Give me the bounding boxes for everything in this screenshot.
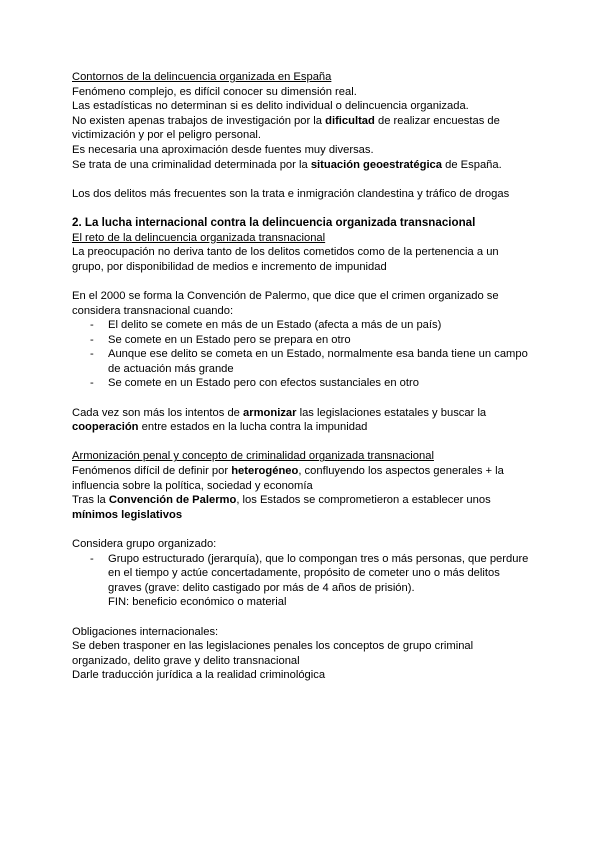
text: de España.	[442, 158, 502, 171]
paragraph: Considera grupo organizado:	[72, 538, 217, 550]
text: , los Estados se comprometieron a establecer unos	[236, 494, 491, 507]
paragraph: Obligaciones internacionales:	[72, 625, 219, 638]
list-item: - Se comete en un Estado pero con efectos sustanciales en otro	[72, 376, 532, 391]
paragraph	[72, 114, 532, 143]
paragraph: En el 2000 se forma la Convención de Palermo, que dice que el crimen organizado se considera transnacional cuando:	[72, 289, 499, 317]
text: entre estados en la lucha contra la impunidad	[138, 421, 368, 434]
paragraph: Es necesaria una aproximación desde fuentes muy diversas.	[72, 143, 374, 156]
criteria-list	[72, 318, 532, 391]
text: Fenómenos difícil de definir por	[72, 465, 232, 478]
bold-text: heterogéneo	[231, 465, 299, 478]
text: Tras la	[72, 494, 109, 507]
subsection-title-reto: El reto de la delincuencia organizada transnacional	[72, 231, 326, 244]
paragraph	[72, 464, 532, 493]
paragraph: Se deben trasponer en las legislaciones penales los conceptos de grupo criminal organizado, delito grave y delito transnacional	[72, 640, 474, 667]
section-title-contornos: Contornos de la delincuencia organizada en España	[72, 71, 332, 83]
text: Se trata de una criminalidad determinada por la	[72, 158, 311, 171]
paragraph: Darle traducción jurídica a la realidad criminológica	[72, 669, 326, 682]
paragraph	[72, 158, 532, 173]
bold-text: armonizar	[243, 406, 297, 419]
text: las legislaciones estatales y buscar la	[296, 406, 487, 419]
list-item: - El delito se comete en más de un Estado (afecta a más de un país)	[72, 318, 532, 333]
bold-text: Convención de Palermo	[108, 494, 237, 507]
paragraph: Las estadísticas no determinan si es delito individual o delincuencia organizada.	[72, 100, 469, 113]
paragraph	[72, 406, 532, 435]
text: , confluyendo los aspectos generales + la influencia sobre la política, sociedad y economía	[72, 465, 504, 492]
indented-paragraph: FIN: beneficio económico o material	[108, 596, 287, 609]
paragraph	[72, 493, 532, 522]
bold-text: dificultad	[325, 114, 375, 127]
bold-text: mínimos legislativos	[72, 508, 183, 521]
text: Cada vez son más los intentos de	[72, 406, 244, 419]
list-item: - Aunque ese delito se cometa en un Estado, normalmente esa banda tiene un campo de actuación más grande	[72, 347, 532, 376]
paragraph: Los dos delitos más frecuentes son la trata e inmigración clandestina y tráfico de drogas	[72, 187, 510, 200]
list-item: - Se comete en un Estado pero se prepara en otro	[72, 333, 532, 348]
document-page	[72, 70, 532, 683]
paragraph: La preocupación no deriva tanto de los delitos cometidos como de la pertenencia a un grupo, por disponibilidad de medios e incremento de impunidad	[72, 246, 499, 273]
text: de realizar encuestas de victimización y por el peligro personal.	[72, 114, 500, 142]
bold-text: cooperación	[72, 421, 139, 434]
subsection-title-armonizacion: Armonización penal y concepto de criminalidad organizada transnacional	[72, 450, 434, 463]
group-list	[72, 552, 532, 596]
bold-text: situación geoestratégica	[310, 158, 442, 171]
list-item: - Grupo estructurado (jerarquía), que lo compongan tres o más personas, que perdure en el tiempo y actúe concertadamente, propósito de cometer uno o más delitos graves (grave: delito castigado por más de 4 años de prisión).	[72, 552, 532, 596]
section-heading-2: 2. La lucha internacional contra la delincuencia organizada transnacional	[72, 215, 476, 229]
text: No existen apenas trabajos de investigación por la	[72, 114, 326, 127]
paragraph: Fenómeno complejo, es difícil conocer su dimensión real.	[72, 85, 357, 98]
